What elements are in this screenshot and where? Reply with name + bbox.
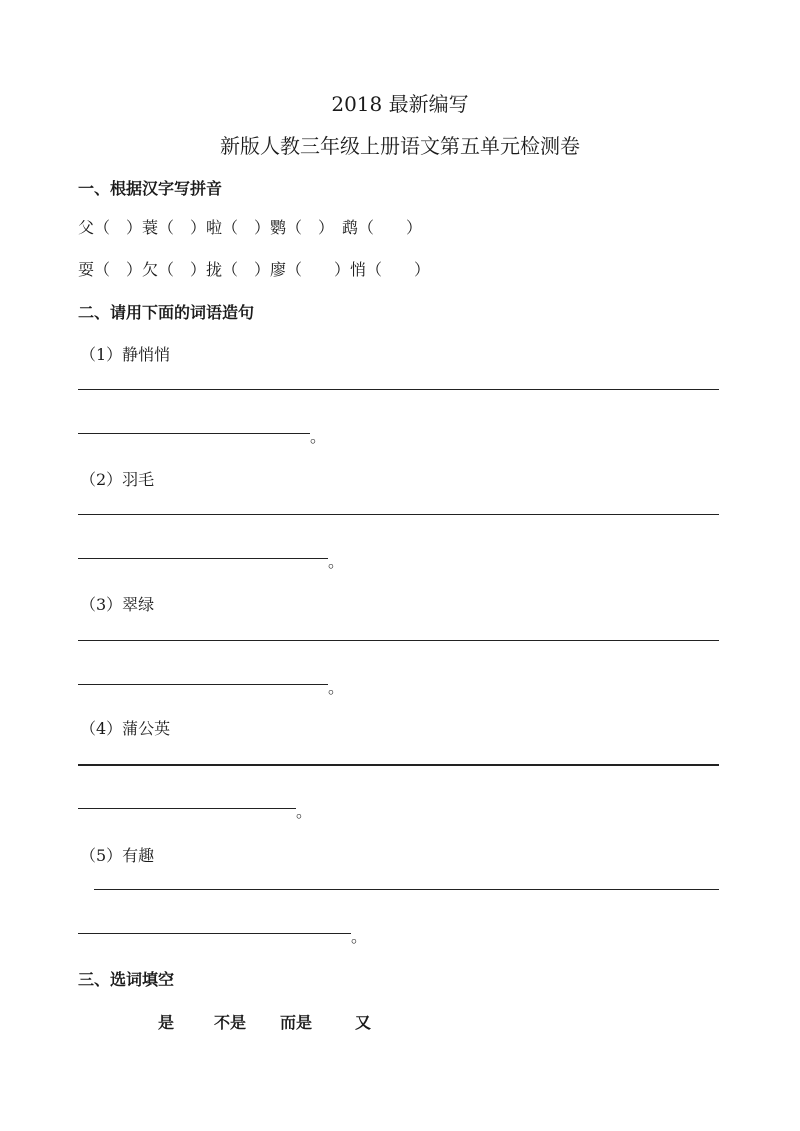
answer-line-2a[interactable] (78, 514, 719, 515)
period-5: 。 (351, 927, 368, 946)
answer-line-3a[interactable] (78, 640, 719, 641)
pinyin-row-2: 耍（ ）欠（ ）拢（ ）廖（ ）悄（ ） (78, 260, 431, 279)
word-option-1: 是 (158, 1013, 175, 1032)
section-1-heading: 一、根据汉字写拼音 (78, 179, 223, 198)
answer-line-3b[interactable] (78, 684, 328, 685)
answer-line-1a[interactable] (78, 389, 719, 390)
document-title: 2018 最新编写 (331, 92, 469, 116)
answer-line-1b[interactable] (78, 433, 310, 434)
section-2-heading: 二、请用下面的词语造句 (78, 303, 255, 322)
answer-line-4b[interactable] (78, 808, 296, 809)
sentence-prompt-3: （3）翠绿 (80, 595, 155, 614)
pinyin-row-1: 父（ ）蓑（ ）啦（ ）鹦（ ） 鹉（ ） (78, 218, 423, 237)
word-option-3: 而是 (280, 1013, 313, 1032)
period-3: 。 (328, 678, 345, 697)
sentence-prompt-1: （1）静悄悄 (80, 345, 171, 364)
answer-line-4a[interactable] (78, 764, 719, 766)
period-1: 。 (310, 427, 327, 446)
period-2: 。 (328, 552, 345, 571)
answer-line-5a[interactable] (94, 889, 719, 890)
sentence-prompt-4: （4）蒲公英 (80, 719, 171, 738)
section-3-heading: 三、选词填空 (78, 970, 175, 989)
period-4: 。 (296, 802, 313, 821)
answer-line-5b[interactable] (78, 933, 351, 934)
document-subtitle: 新版人教三年级上册语文第五单元检测卷 (220, 134, 580, 158)
sentence-prompt-2: （2）羽毛 (80, 470, 155, 489)
sentence-prompt-5: （5）有趣 (80, 846, 155, 865)
word-option-4: 又 (355, 1013, 372, 1032)
word-option-2: 不是 (214, 1013, 247, 1032)
answer-line-2b[interactable] (78, 558, 328, 559)
